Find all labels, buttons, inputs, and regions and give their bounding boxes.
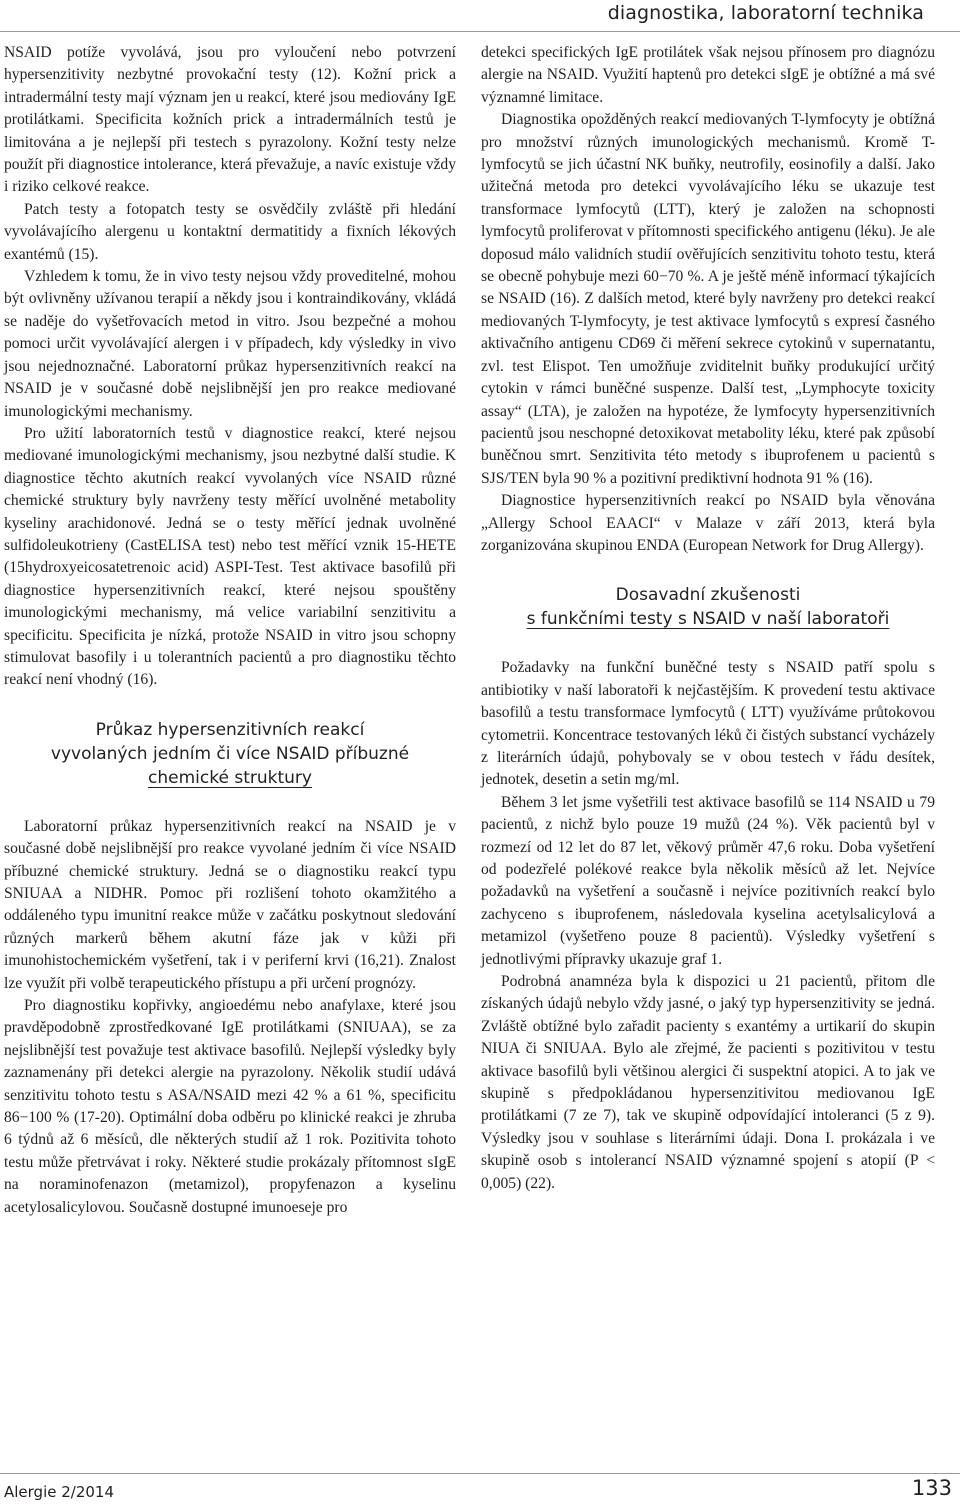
paragraph: detekci specifických IgE protilátek však nejsou přínosem pro diagnózu alergie na NSAID. Využití haptenů pro detekci sIgE je obtížné a má své významné limitace. [481,44,935,106]
section-heading-line: Průkaz hypersenzitivních reakcí [95,719,365,740]
section-heading-line: chemické struktury [148,767,312,788]
left-column [4,42,456,1219]
journal-name: Alergie 2/2014 [4,1483,115,1501]
paragraph: Pro užití laboratorních testů v diagnostice reakcí, které nejsou mediované imunologickými mechanismy, jsou nezbytné další studie. K diagnostice těchto akutních reakcí vyvolaných více NSAID různé chemické struktury byly navrženy testy měřící uvolněné metabolity kyseliny arachidonové. Jedná se o testy měřící jednak uvolněné sulfidoleukotrieny (CastELISA test) nebo test měřící vznik 15-HETE (15hydroxyeicosatetrenoic acid) ASPI-Test. Test aktivace basofilů při diagnostice hypersenzitivních reakcí, které nejsou spouštěny imunologickými mechanismy, má velice variabilní senzitivitu a specificitu. Specificita je nízká, protože NSAID in vitro jsou schopny stimulovat basofily i u tolerantních pacientů a pro diagnostiku těchto reakcí není vhodný (16). [4,424,456,689]
running-header: diagnostika, laboratorní technika [607,2,924,24]
header-divider [0,31,960,32]
page-number: 133 [911,1476,952,1500]
paragraph: Diagnostice hypersenzitivních reakcí po NSAID byla věnována „Allergy School EAACI“ v Malaze v září 2013, která byla zorganizována skupinou ENDA (European Network for Drug Allergy). [481,492,935,554]
paragraph: Patch testy a fotopatch testy se osvědčily zvláště při hledání vyvolávajícího alergenu u kontaktní dermatitidy a fixních lékových exantémů (15). [4,200,456,263]
section-heading-line: Dosavadní zkušenosti [615,585,801,606]
footer-divider [0,1473,960,1474]
paragraph: Laboratorní průkaz hypersenzitivních reakcí na NSAID je v současné době nejslibnější pro reakce vyvolané jedním či více NSAID příbuzné chemické struktury. Jedná se o diagnostiku reakcí typu SNIUAA a NIDHR. Pomoc při rozlišení tohoto okamžitého a oddáleného typu imunitní reakce může v začátku poskytnout sledování různých markerů během akutní fáze jak v kůži při imunohistochemickém vyšetření, tak i v periferní krvi (16,21). Znalost lze využít při volbě terapeutického přístupu a při určení prognózy. [4,817,456,992]
paragraph: Vzhledem k tomu, že in vivo testy nejsou vždy proveditelné, mohou být ovlivněny užívanou terapií a někdy jsou i kontraindikovány, vkládá se naděje do vyšetřovacích metod in vitro. Jsou bezpečné a mohou pomoci určit vyvolávající alergen i v případech, kdy výsledky in vivo jsou nejednoznačné. Laboratorní průkaz hypersenzitivních reakcí na NSAID je v současné době nejslibnější jen pro reakce mediované imunologickými mechanismy. [4,268,456,420]
paragraph: Pro diagnostiku kopřivky, angioedému nebo anafylaxe, které jsou pravděpodobně zprostředkované IgE protilátkami (SNIUAA), se za nejslibnější test považuje test aktivace basofilů. Nejlepší výsledky byly zaznamenány při detekci alergie na pyrazolony. Několik studií udává senzitivitu tohoto testu s ASA/NSAID mezi 42 % a 61 %, specificitu 86−100 % (17-20). Optimální doba odběru po klinické reakci je zhruba 6 týdnů až 6 měsíců, dle některých studií až 1 rok. Pozitivita tohoto testu může přetrvávat i roky. Některé studie prokázaly přítomnost sIgE na noraminofenazon (metamizol), propyfenazon a kyselinu acetylosalicylovou. Současně dostupné imunoeseje pro [4,997,456,1216]
section-heading-line: vyvolaných jedním či více NSAID příbuzné [50,743,410,764]
paragraph: NSAID potíže vyvolává, jsou pro vyloučení nebo potvrzení hypersenzitivity nezbytné provokační testy (12). Kožní prick a intradermální testy mají význam jen u reakcí, které jsou mediovány IgE protilátkami. Specificita kožních prick a intradermálních testů je limitována a je nejlepší při testech s pyrazolony. Kožní testy nelze použít při diagnostice intolerance, která převažuje, a navíc existuje vždy i riziko celkové reakce. [4,44,456,196]
paragraph: Podrobná anamnéza byla k dispozici u 21 pacientů, přitom dle získaných údajů nebylo vždy jasné, o jaký typ hypersenzitivity se jedná. Zvláště obtížné bylo zařadit pacienty s exantémy a urtikarií do skupin NIUA či SNIUAA. Bylo ale zřejmé, že pacienti s pozitivitou v testu aktivace basofilů byli většinou alergici či suspektní atopici. A to jak ve skupině s předpokládanou hypersenzitivitou mediovanou IgE protilátkami (7 ze 7), tak ve skupině odpovídající intoleranci (5 z 9). Výsledky jsou v souhlase s literárními údaji. Dona I. prokázala i ve skupině osob s intolerancí NSAID významné spojení s atopií (P < 0,005) (22). [481,973,935,1192]
paragraph: Během 3 let jsme vyšetřili test aktivace basofilů se 114 NSAID u 79 pacientů, z nichž bylo pouze 19 mužů (24 %). Věk pacientů byl v rozmezí od 12 let do 87 let, věkový průměr 47,6 roku. Doba vyšetření od podezřelé polékové reakce byla několik měsíců až let. Nejvíce požadavků na vyšetření a současně i nejvíce pozitivních reakcí bylo zachyceno s ibuprofenem, následovala kyselina acetylsalicylová a metamizol (vyšetřeno pouze 8 pacientů). Výsledky vyšetření s jednotlivými přípravky ukazuje graf 1. [481,793,935,968]
section-heading [4,718,456,790]
paragraph: Požadavky na funkční buněčné testy s NSAID patří spolu s antibiotiky v naší laboratoři k nejčastějším. K provedení testu aktivace basofilů a testu transformace lymfocytů ( LTT) využíváme průtokovou cytometrii. Koncentrace testovaných léků či čistých substancí vycházely z literárních údajů, pohybovaly se v obou testech v řádu desítek, jednotek, desetin a setin mg/ml. [481,659,935,789]
right-column [481,42,935,1195]
section-heading [481,583,935,631]
paragraph: Diagnostika opožděných reakcí mediovaných T-lymfocyty je obtížná pro množství různých imunologických mechanismů. Kromě T-lymfocytů se jich účastní NK buňky, neutrofily, eosinofily a další. Jako užitečná metoda pro detekci vyvolávajícího léku se ukazuje test transformace lymfocytů (LTT), který je založen na schopnosti lymfocytů proliferovat v přítomnosti specifického antigenu (léku). Je ale doposud málo validních studií ověřujících senzitivitu tohoto testu, která se obecně pohybuje mezi 60−70 %. A je ještě méně informací týkajících se NSAID (16). Z dalších metod, které byly navrženy pro detekci reakcí mediovaných T-lymfocyty, je test aktivace lymfocytů s expresí časného aktivačního antigenu CD69 či měření sekrece cytokinů v supernatantu, zvl. test Elispot. Ten umožňuje zviditelnit buňky produkující určitý cytokin v rámci buněčné suspenze. Další test, „Lymphocyte toxicity assay“ (LTA), je založen na hypotéze, že lymfocyty hypersenzitivních pacientů jsou neschopné detoxikovat metabolity léku, které pak způsobí buněčnou smrt. Senzitivita této metody s ibuprofenem u pacientů s SJS/TEN byla 90 % a pozitivní prediktivní hodnota 91 % (16). [481,111,935,487]
section-heading-line: s funkčními testy s NSAID v naší laboratoři [526,609,890,630]
